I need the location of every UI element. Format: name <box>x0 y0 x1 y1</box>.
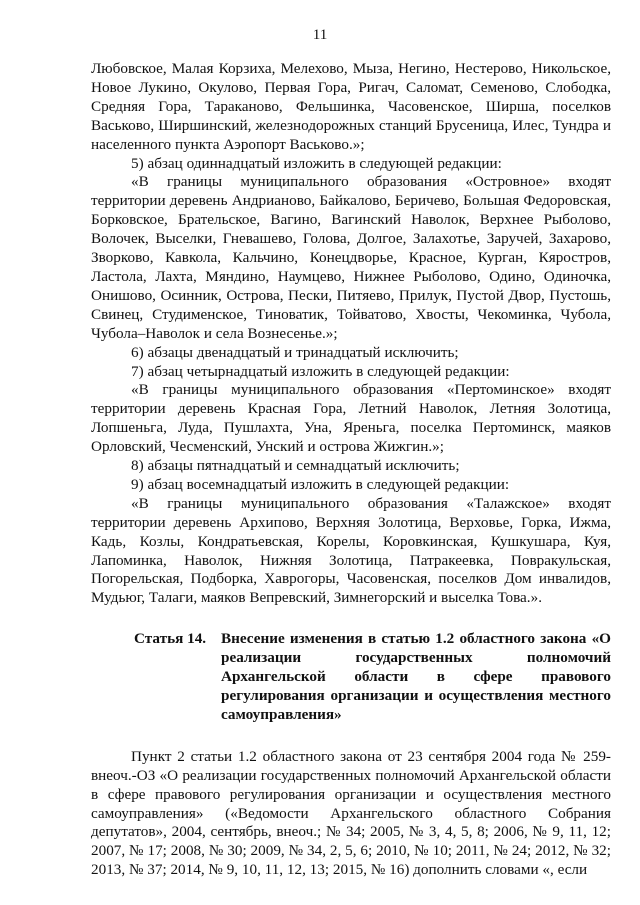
paragraph: 8) абзацы пятнадцатый и семнадцатый исключить; <box>131 457 460 475</box>
paragraph: «В границы муниципального образования «Пертоминское» входят территории деревень Красная Гора, Летний Наволок, Летняя Золотица, Лопшеньга, Луда, Пушлахта, Уна, Яреньга, поселка Пертоминск, маяков Орловский, Чесменский, Унский и острова Жижгин.»; <box>91 381 611 456</box>
paragraph: 5) абзац одиннадцатый изложить в следующей редакции: <box>131 154 502 172</box>
paragraph: Любовское, Малая Корзиха, Мелехово, Мыза, Негино, Нестерово, Никольское, Новое Лукино, Окулово, Первая Гора, Ригач, Саломат, Семеново, Слободка, Средняя Гора, Тараканово, Фельшинка, Часовенское, Ширша, поселков Васьково, Ширшинский, железнодорожных станций Брусеница, Илес, Тундра и населенного пункта Аэропорт Васьково.»; <box>91 60 611 153</box>
article-title: Внесение изменения в статью 1.2 областного закона «О реализации государственных полномочий Архангельской области в сфере правового регулирования организации и осуществления местного самоуправления» <box>221 630 611 723</box>
paragraph: 7) абзац четырнадцатый изложить в следующей редакции: <box>131 362 510 380</box>
paragraph: «В границы муниципального образования «Талажское» входят территории деревень Архипово, Верхняя Золотица, Верховье, Горка, Ижма, Кадь, Козлы, Кондратьевская, Корелы, Коровкинская, Кушкушара, Куя, Лапоминка, Наволок, Нижняя Золотица, Патракеевка, Повракульская, Погорельская, Подборка, Хаврогоры, Часовенская, поселков Дом инвалидов, Мудьюг, Талаги, маяков Вепревский, Зимнегорский и выселка Това.». <box>91 494 611 607</box>
article-label: Статья 14. <box>134 630 207 648</box>
page-number: 11 <box>312 26 328 43</box>
document-body <box>91 60 611 880</box>
paragraph: 6) абзацы двенадцатый и тринадцатый исключить; <box>131 343 459 361</box>
paragraph: 9) абзац восемнадцатый изложить в следующей редакции: <box>131 475 510 493</box>
paragraph: «В границы муниципального образования «Островное» входят территории деревень Андрианово, Байкалово, Беричево, Большая Федоровская, Борковское, Брательское, Вагино, Вагинский Наволок, Верхнее Рыболово, Волочек, Выселки, Гневашево, Голова, Долгое, Залахотье, Заручей, Захарово, Зворково, Кавкола, Кальчино, Конецдворье, Красное, Курган, Кяростров, Ластола, Лахта, Мяндино, Наумцево, Нижнее Рыболово, Одино, Одиночка, Онишово, Осинник, Острова, Пески, Питяево, Прилук, Пустой Двор, Пустошь, Свинец, Студименское, Тиноватик, Тойватово, Хвосты, Чекоминка, Чубола, Чубола–Наволок и села Вознесенье.»; <box>91 173 611 342</box>
article-heading <box>91 630 611 725</box>
paragraph: Пункт 2 статьи 1.2 областного закона от 23 сентября 2004 года № 259-внеоч.-ОЗ «О реализации государственных полномочий Архангельской области в сфере правового регулирования организации и осуществления местного самоуправления» («Ведомости Архангельского областного Собрания депутатов», 2004, сентябрь, внеоч.; № 34; 2005, № 3, 4, 5, 8; 2006, № 9, 11, 12; 2007, № 17; 2008, № 30; 2009, № 34, 2, 5, 6; 2010, № 10; 2011, № 24; 2012, № 32; 2013, № 37; 2014, № 9, 10, 11, 12, 13; 2015, № 16) дополнить словами «, если <box>91 747 611 879</box>
